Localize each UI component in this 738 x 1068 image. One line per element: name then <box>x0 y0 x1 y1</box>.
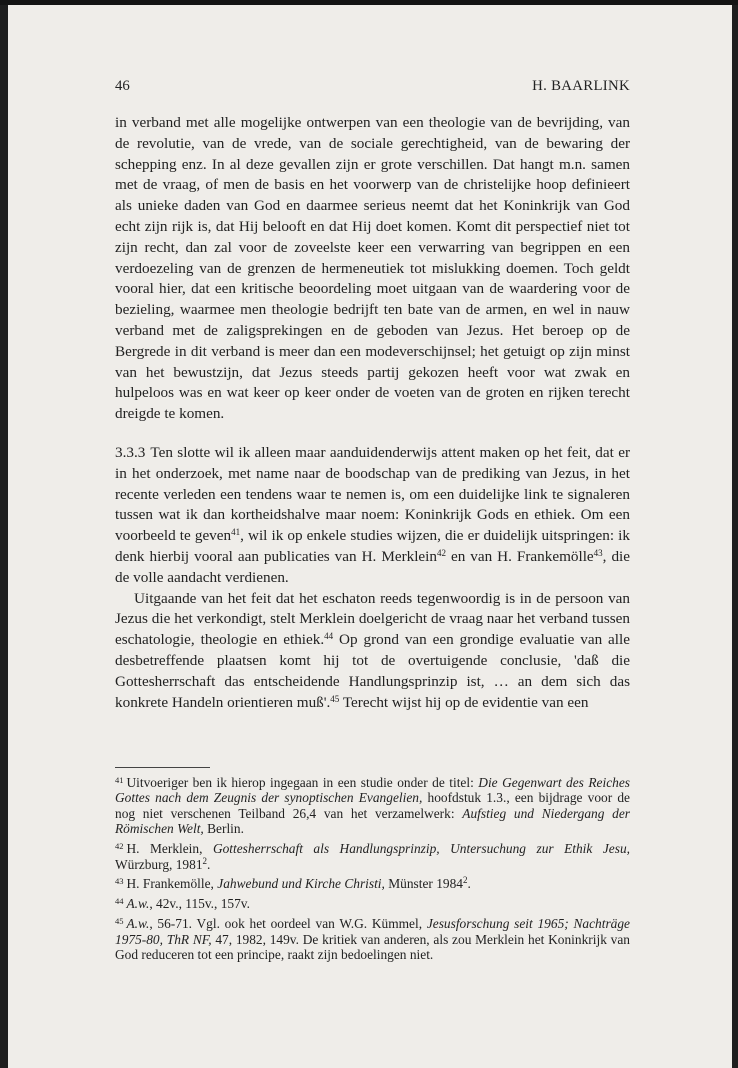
footnote-text: H. Merklein, <box>126 841 213 857</box>
footnote-title: Jesusforschung seit 1965; Nachträge 1975-80, ThR NF, <box>115 916 630 947</box>
footnote-ref-41[interactable]: 41 <box>231 527 241 538</box>
footnote-title: Jahwebund und Kirche Christi, <box>217 876 385 892</box>
page-number: 46 <box>115 78 130 94</box>
footnote-text: , 56-71. Vgl. ook het oordeel van W.G. Kümmel, <box>149 916 427 932</box>
edition-superscript: 2 <box>462 875 468 886</box>
footnote-number: 44 <box>115 896 124 907</box>
footnote-number: 42 <box>115 841 124 852</box>
edition-superscript: 2 <box>202 855 208 866</box>
footnote-text: H. Frankemölle, <box>126 876 218 892</box>
footnote-title: Die Gegenwart des Reiches Gottes nach dem Zeugnis der synoptischen Evangelien, <box>115 775 630 806</box>
footnote-text: . <box>207 856 211 872</box>
footnotes <box>115 775 630 967</box>
footnote-text: Berlin. <box>203 821 244 837</box>
footnote-ref-44[interactable]: 44 <box>324 631 334 642</box>
paragraph-3-text-1: Uitgaande van het feit dat het eschaton reeds tegenwoordig is in de persoon van Jezus die het verkondigt, stelt Merklein doelgericht de vraag naar het verband tussen eschatologie, theologie en ethiek. <box>115 589 630 649</box>
footnote-text: Münster 1984 <box>384 876 463 892</box>
paragraph-2 <box>115 443 630 589</box>
paragraph-3-text-3: Terecht wijst hij op de evidentie van een <box>339 693 589 711</box>
footnote-43 <box>115 876 630 891</box>
footnote-45 <box>115 916 630 962</box>
footnote-title: A.w. <box>126 896 150 912</box>
footnote-text: . <box>467 876 471 892</box>
body-text <box>115 113 630 713</box>
footnote-text: 47, 1982, 149v. De kritiek van anderen, als zou Merklein het Koninkrijk van God reduceren tot een principe, raakt zijn bedoelingen niet. <box>115 931 630 963</box>
paragraph-2-text-1: Ten slotte wil ik alleen maar aanduidenderwijs attent maken op het feit, dat er in het onderzoek, met name naar de boodschap van de prediking van Jezus, in het recente verleden een tendens waar te nemen is, om een duidelijke link te signaleren tussen wat ik dan kortheidshalve maar noem: Koninkrijk Gods en ethiek. Om een voorbeeld te geven <box>115 443 630 545</box>
footnote-title: A.w. <box>126 916 150 932</box>
footnote-title: Gottesherrschaft als Handlungsprinzip, Untersuchung zur Ethik Jesu, <box>212 841 630 857</box>
paragraph-3 <box>115 589 630 714</box>
footnote-rule <box>115 767 210 768</box>
footnote-text: , 42v., 115v., 157v. <box>149 896 250 912</box>
footnote-number: 41 <box>115 775 124 785</box>
footnote-text: Würzburg, 1981 <box>115 856 203 872</box>
footnote-title: Aufstieg und Niedergang der Römischen Welt, <box>115 805 630 837</box>
footnote-ref-42[interactable]: 42 <box>437 547 446 558</box>
footnote-ref-45[interactable]: 45 <box>330 693 340 704</box>
paragraph-2-text-2: , wil ik op enkele studies wijzen, die er duidelijk uitspringen: ik denk hierbij vooral aan publicaties van H. Merklein <box>115 527 630 565</box>
paragraph-1: in verband met alle mogelijke ontwerpen van een theologie van de bevrijding, van de revolutie, van de vrede, van de sociale gerechtigheid, van de bewaring der schepping enz. In al deze gevallen zijn er grote verschillen. Dat hangt m.n. samen met de vraag, of men de basis en het voorwerp van de christelijke hoop definieert als unieke daden van God en daarmee serieus neemt dat het Koninkrijk van God echt zijn rijk is, dat Hij belooft en dat Hij doet komen. Komt dit perspectief niet tot zijn recht, dan zal voor de zoveelste keer een verwarring van begrippen en een verdoezeling van de grenzen de hermeneutiek tot mislukking doemen. Toch geldt vooral hier, dat een kritische beoordeling moet uitgaan van de waardering voor de bezieling, waarmee men theologie bedrijft ten bate van de armen, en wel in nauw verband met de zaligsprekingen en de geboden van Jezus. Het beroep op de Bergrede in dit verband is meer dan een modeverschijnsel; het getuigt op zijn minst van het bewustzijn, dat Jezus steeds partij gekozen heeft voor wat zwak en hulpeloos was en wat keer op keer onder de voeten van de groten en rijken terecht dreigde te komen. <box>115 114 630 423</box>
book-page <box>8 5 732 1068</box>
running-head-author: H. BAARLINK <box>532 78 630 94</box>
paragraph-3-text-2: Op grond van een grondige evaluatie van alle desbetreffende plaatsen komt hij tot de overtuigende conclusie, 'daß die Gottesherrschaft das entscheidende Handlungsprinzip ist, … an dem sich das konkrete Handeln orientieren muß'. <box>115 631 630 711</box>
footnote-44 <box>115 896 630 911</box>
footnote-41 <box>115 775 630 837</box>
footnote-text: Uitvoeriger ben ik hierop ingegaan in een studie onder de titel: <box>126 775 479 790</box>
paragraph-2-text-3: en van H. Frankemölle <box>446 547 594 565</box>
footnote-text: hoofdstuk 1.3., een bijdrage voor de nog niet verschenen Teilband 26,4 van het verzamelwerk: <box>115 790 630 821</box>
footnote-number: 45 <box>115 916 124 927</box>
running-head <box>115 78 630 98</box>
footnote-ref-43[interactable]: 43 <box>593 547 603 558</box>
section-number: 3.3.3 <box>115 443 146 461</box>
footnote-number: 43 <box>115 876 124 887</box>
paragraph-2-text-4: , die de volle aandacht verdienen. <box>115 547 630 586</box>
footnote-42 <box>115 841 630 872</box>
